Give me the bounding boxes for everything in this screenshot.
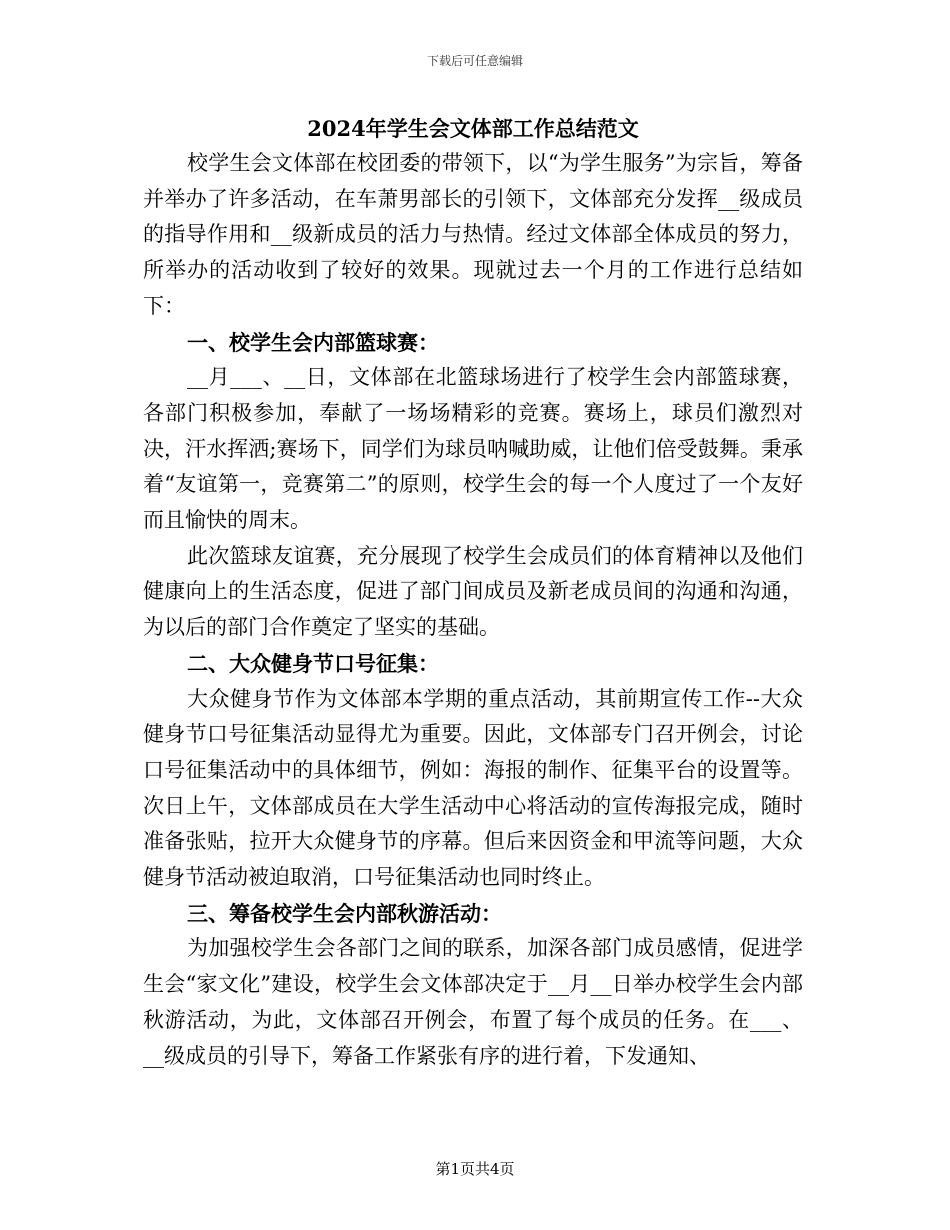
section-paragraph: 为加强校学生会各部门之间的联系，加深各部门成员感情，促进学生会“家文化”建设，校学生会文体部决定于__月__日举办校学生会内部秋游活动，为此，文体部召开例会，布置了每个成员的任务。在___、__级成员的引导下，筹备工作紧张有序的进行着，下发通知、 (143, 936, 803, 1068)
document-title: 2024年学生会文体部工作总结范文 (307, 116, 639, 141)
section-heading-autumn-trip: 三、筹备校学生会内部秋游活动： (187, 900, 502, 926)
section-heading-slogan: 二、大众健身节口号征集： (187, 650, 439, 676)
document-body (143, 112, 803, 1074)
section-paragraph: 此次篮球友谊赛，充分展现了校学生会成员们的体育精神以及他们健康向上的生活态度，促进了部门间成员及新老成员间的沟通和沟通，为以后的部门合作奠定了坚实的基础。 (143, 543, 803, 640)
section-paragraph: __月___、__日，文体部在北篮球场进行了校学生会内部篮球赛，各部门积极参加，奉献了一场场精彩的竞赛。赛场上，球员们激烈对决，汗水挥洒;赛场下，同学们为球员呐喊助威，让他们倍受鼓舞。秉承着“友谊第一，竞赛第二”的原则，校学生会的每一个人度过了一个友好而且愉快的周末。 (143, 365, 803, 533)
section-heading-basketball: 一、校学生会内部篮球赛： (187, 329, 439, 355)
page-number: 第1页共4页 (435, 1160, 515, 1178)
section-paragraph: 大众健身节作为文体部本学期的重点活动，其前期宣传工作--大众健身节口号征集活动显得尤为重要。因此，文体部专门召开例会，讨论口号征集活动中的具体细节，例如：海报的制作、征集平台的设置等。次日上午，文体部成员在大学生活动中心将活动的宣传海报完成，随时准备张贴，拉开大众健身节的序幕。但后来因资金和甲流等问题，大众健身节活动被迫取消，口号征集活动也同时终止。 (143, 686, 803, 890)
intro-paragraph: 校学生会文体部在校团委的带领下，以“为学生服务”为宗旨，筹备并举办了许多活动，在车萧男部长的引领下，文体部充分发挥__级成员的指导作用和__级新成员的活力与热情。经过文体部全体成员的努力，所举办的活动收到了较好的效果。现就过去一个月的工作进行总结如下： (143, 151, 803, 318)
page-header-note: 下载后可任意编辑 (426, 54, 523, 68)
